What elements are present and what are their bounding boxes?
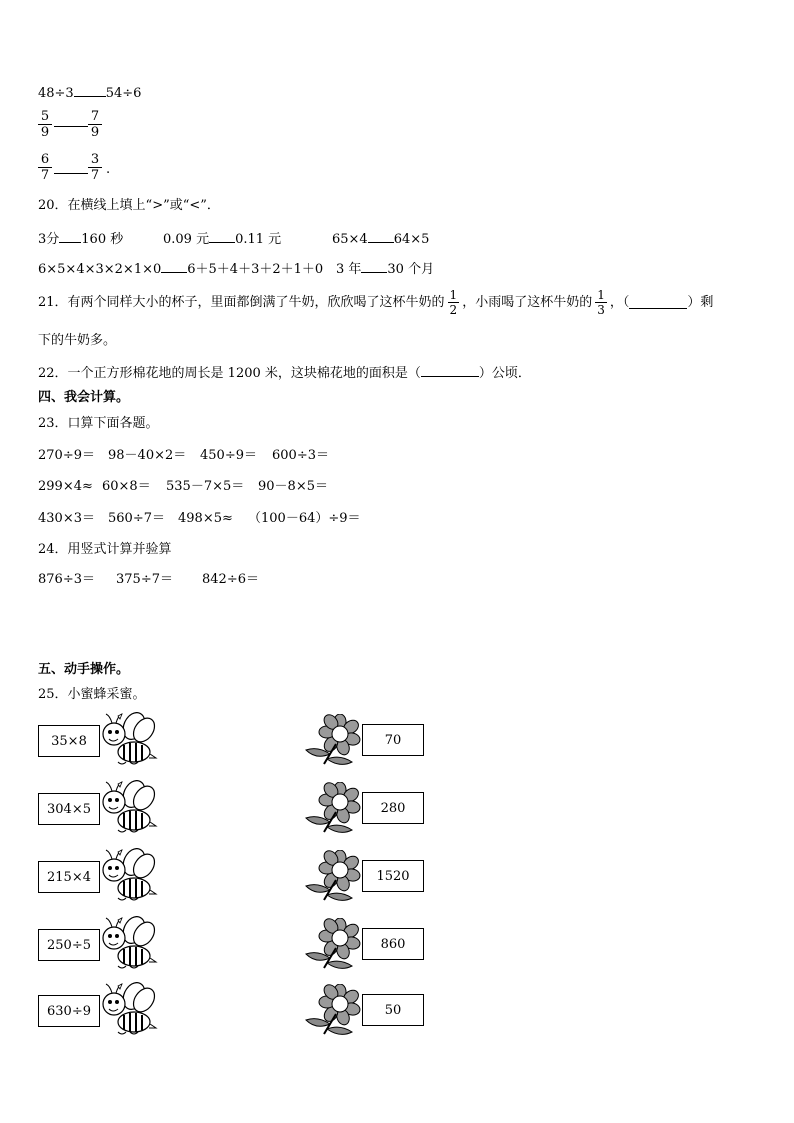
- answer-blank[interactable]: [629, 296, 687, 309]
- q20-item-1: 3分 160 秒: [38, 232, 124, 247]
- calc-item: 842÷6＝: [202, 572, 259, 587]
- q22: 22．一个正方形棉花地的周长是 1200 米，这块棉花地的面积是（ ）公顷．: [38, 366, 531, 381]
- flower-icon: [304, 850, 362, 906]
- bee-icon: [100, 712, 158, 768]
- flower-answer-box[interactable]: 50: [362, 994, 424, 1026]
- bee-icon: [100, 780, 158, 836]
- period: .: [106, 162, 111, 177]
- fraction-3-7: $\frac{3}{7}$: [88, 152, 102, 183]
- bee-expression-box[interactable]: 250÷5: [38, 929, 100, 961]
- q20-title: 20．在横线上填上“>”或“<”．: [38, 198, 220, 213]
- calc-item: 430×3＝: [38, 511, 95, 526]
- answer-blank[interactable]: [161, 260, 187, 273]
- flower-icon: [304, 714, 362, 770]
- bee-icon: [100, 916, 158, 972]
- answer-blank[interactable]: [59, 230, 81, 243]
- bee-icon: [100, 848, 158, 904]
- q25-title: 25．小蜜蜂采蜜。: [38, 687, 146, 702]
- answer-blank[interactable]: [74, 84, 106, 97]
- fraction-1-2: $\frac{1}{2}$: [449, 288, 458, 317]
- q21-line-2: 下的牛奶多。: [38, 333, 117, 348]
- answer-blank[interactable]: [368, 230, 394, 243]
- bee-expression-box[interactable]: 215×4: [38, 861, 100, 893]
- calc-item: 560÷7＝: [108, 511, 165, 526]
- answer-blank[interactable]: [209, 230, 235, 243]
- answer-blank[interactable]: [54, 126, 88, 127]
- q20-item-4: 6×5×4×3×2×1×0 6＋5＋4＋3＋2＋1＋0: [38, 262, 324, 277]
- flower-answer-box[interactable]: 1520: [362, 860, 424, 892]
- flower-answer-box[interactable]: 860: [362, 928, 424, 960]
- calc-item: 450÷9＝: [200, 448, 257, 463]
- q23-title: 23．口算下面各题。: [38, 416, 159, 431]
- bee-icon: [100, 982, 158, 1038]
- q20-item-5: 3 年 30 个月: [336, 262, 435, 277]
- fraction-1-3: $\frac{1}{3}$: [597, 288, 605, 317]
- flower-icon: [304, 984, 362, 1040]
- q20-item-3: 65×4 64×5: [332, 232, 430, 247]
- flower-answer-box[interactable]: 70: [362, 724, 424, 756]
- compare-row-1: [38, 84, 141, 102]
- calc-item: 98－40×2＝: [108, 448, 187, 463]
- section-4-heading: 四、我会计算。: [38, 390, 130, 405]
- calc-item: 375÷7＝: [116, 572, 173, 587]
- flower-icon: [304, 782, 362, 838]
- section-5-heading: 五、动手操作。: [38, 662, 130, 677]
- calc-item: 498×5≈: [178, 511, 233, 526]
- bee-expression-box[interactable]: 35×8: [38, 725, 100, 757]
- calc-item: 600÷3＝: [272, 448, 329, 463]
- fraction-6-7: $\frac{6}{7}$: [38, 152, 52, 183]
- answer-blank[interactable]: [421, 364, 479, 377]
- answer-blank[interactable]: [54, 173, 88, 174]
- flower-icon: [304, 918, 362, 974]
- bee-expression-box[interactable]: 304×5: [38, 793, 100, 825]
- calc-item: 299×4≈: [38, 479, 93, 494]
- fraction-5-9: $\frac{5}{9}$: [38, 109, 52, 140]
- calc-item: 60×8＝: [102, 479, 151, 494]
- fraction-7-9: $\frac{7}{9}$: [88, 109, 102, 140]
- calc-item: 270÷9＝: [38, 448, 95, 463]
- calc-item: 90－8×5＝: [258, 479, 328, 494]
- flower-answer-box[interactable]: 280: [362, 792, 424, 824]
- calc-item: （100－64）÷9＝: [248, 511, 361, 526]
- q20-item-2: 0.09 元 0.11 元: [163, 232, 282, 247]
- calc-item: 535－7×5＝: [166, 479, 245, 494]
- calc-item: 876÷3＝: [38, 572, 95, 587]
- compare-left: 48÷3: [38, 86, 74, 101]
- compare-right: 54÷6: [105, 86, 142, 101]
- answer-blank[interactable]: [361, 260, 387, 273]
- q21-line-1: 21．有两个同样大小的杯子，里面都倒满了牛奶，欣欣喝了这杯牛奶的 $\frac{1}{2}$ ，小雨喝了这杯牛奶的 $\frac{1}{3}$ ，（ ）剩: [38, 288, 714, 317]
- bee-expression-box[interactable]: 630÷9: [38, 995, 100, 1027]
- q24-title: 24．用竖式计算并验算: [38, 542, 172, 557]
